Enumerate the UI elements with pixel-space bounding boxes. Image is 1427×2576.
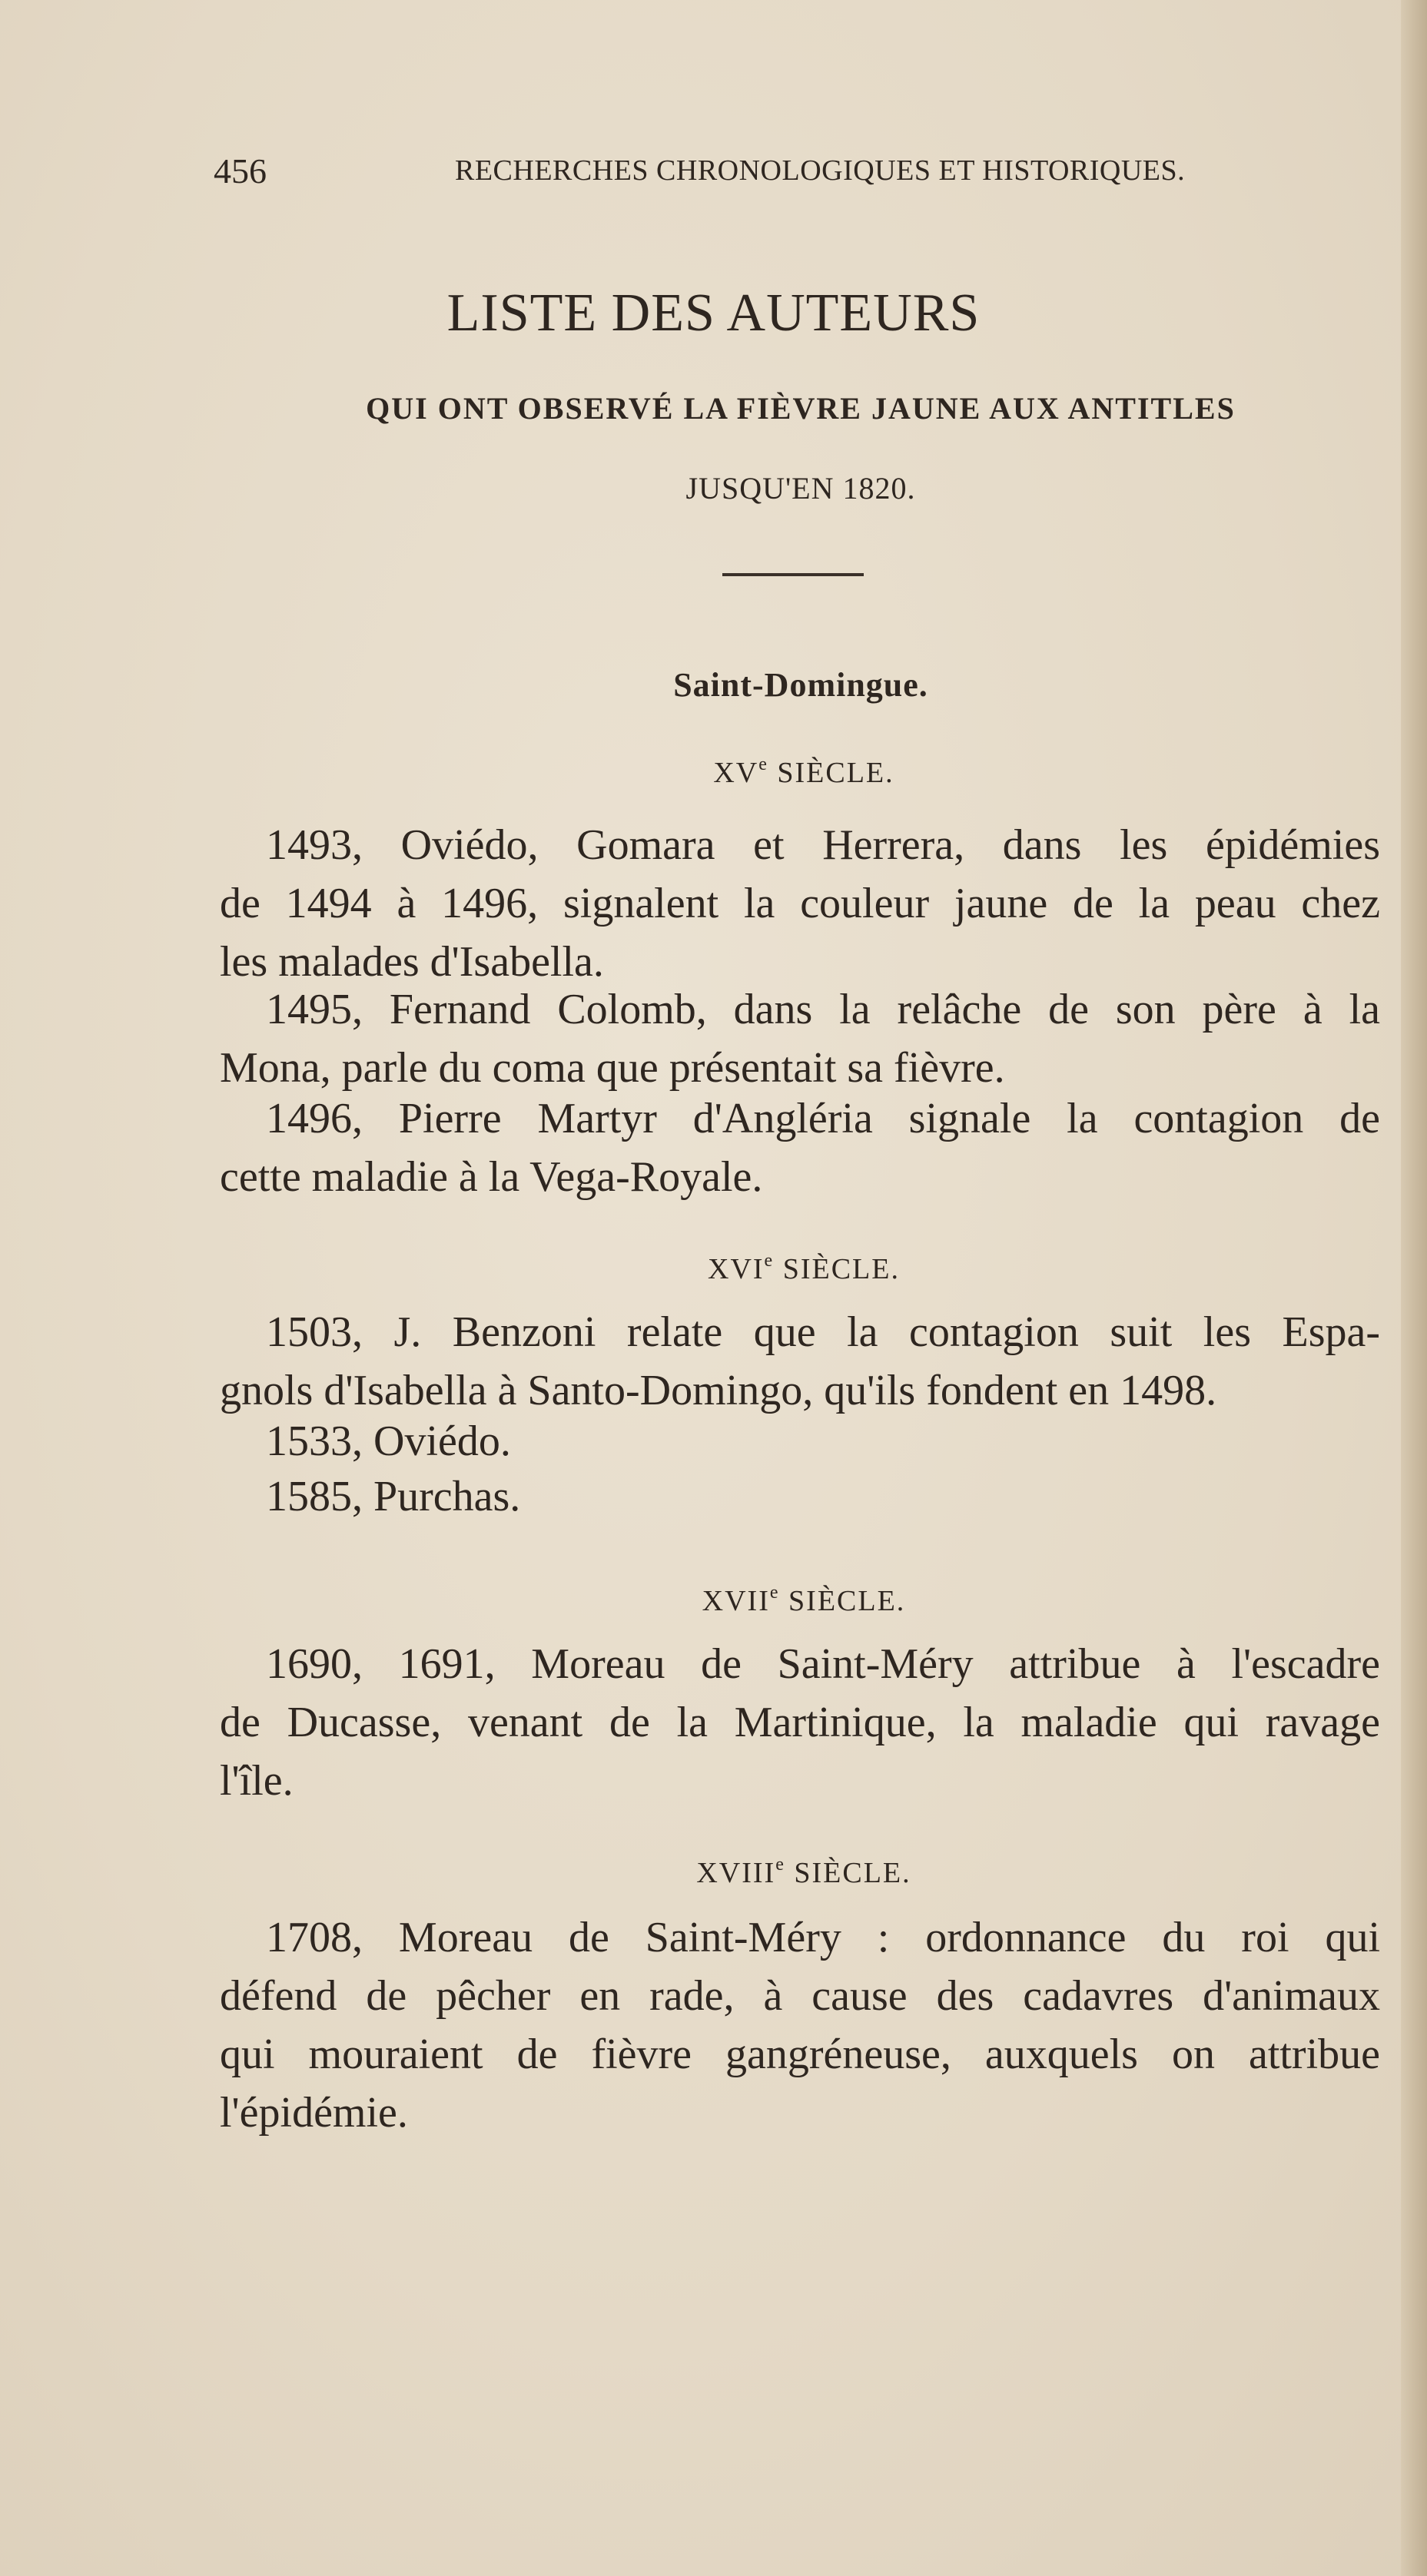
entry-1493 bbox=[220, 816, 1380, 991]
century-word: SIÈCLE. bbox=[794, 1857, 911, 1889]
title-rule bbox=[722, 573, 864, 576]
entry-line: 1708, Moreau de Saint-Méry : ordonnance du roi qui bbox=[266, 1914, 1380, 1961]
century-roman: XVIII bbox=[696, 1857, 776, 1889]
entry-1533 bbox=[220, 1412, 1380, 1470]
page-edge-shadow bbox=[1401, 0, 1427, 2576]
entry-line: 1585, Purchas. bbox=[266, 1473, 521, 1520]
century-roman: XVII bbox=[702, 1585, 770, 1617]
list-title: LISTE DES AUTEURS bbox=[446, 283, 981, 343]
century-word: SIÈCLE. bbox=[777, 757, 894, 789]
entry-line: cette maladie à la Vega-Royale. bbox=[220, 1153, 763, 1201]
running-head: RECHERCHES CHRONOLOGIQUES ET HISTORIQUES. bbox=[455, 154, 1186, 187]
entry-line: 1533, Oviédo. bbox=[266, 1417, 511, 1465]
century-sup: e bbox=[775, 1855, 785, 1875]
entry-line: de 1494 à 1496, signalent la couleur jaune de la peau chez bbox=[220, 880, 1380, 927]
entry-line: 1496, Pierre Martyr d'Angléria signale la contagion de bbox=[266, 1095, 1380, 1142]
century-word: SIÈCLE. bbox=[782, 1253, 900, 1285]
entry-1496 bbox=[220, 1089, 1380, 1206]
century-heading-15 bbox=[0, 754, 1427, 790]
century-sup: e bbox=[758, 754, 768, 774]
entry-line: de Ducasse, venant de la Martinique, la maladie qui ravage bbox=[220, 1699, 1380, 1746]
list-subtitle: QUI ONT OBSERVÉ LA FIÈVRE JAUNE AUX ANTITLES bbox=[366, 391, 1236, 426]
entry-line: qui mouraient de fièvre gangréneuse, auxquels on attribue bbox=[220, 2031, 1380, 2078]
entry-1585 bbox=[220, 1467, 1380, 1526]
century-heading-16 bbox=[0, 1251, 1427, 1286]
entry-line: l'île. bbox=[220, 1757, 294, 1805]
century-heading-18 bbox=[0, 1855, 1427, 1890]
list-subtitle-date: JUSQU'EN 1820. bbox=[685, 471, 916, 506]
page-number: 456 bbox=[214, 151, 267, 191]
section-title: Saint-Domingue. bbox=[673, 666, 928, 704]
century-roman: XV bbox=[713, 757, 759, 789]
entry-line: 1690, 1691, Moreau de Saint-Méry attribue à l'escadre bbox=[266, 1640, 1380, 1688]
century-roman: XVI bbox=[708, 1253, 765, 1285]
century-heading-17 bbox=[0, 1583, 1427, 1618]
entry-1690 bbox=[220, 1635, 1380, 1810]
entry-line: 1495, Fernand Colomb, dans la relâche de son père à la bbox=[266, 986, 1380, 1033]
century-word: SIÈCLE. bbox=[788, 1585, 906, 1617]
entry-line: 1493, Oviédo, Gomara et Herrera, dans les épidémies bbox=[266, 821, 1380, 869]
century-sup: e bbox=[769, 1583, 780, 1603]
entry-line: les malades d'Isabella. bbox=[220, 938, 604, 986]
entry-line: gnols d'Isabella à Santo-Domingo, qu'ils fondent en 1498. bbox=[220, 1367, 1217, 1414]
page-header bbox=[214, 151, 1243, 197]
entry-line: défend de pêcher en rade, à cause des cadavres d'animaux bbox=[220, 1972, 1380, 2020]
entry-line: Mona, parle du coma que présentait sa fièvre. bbox=[220, 1044, 1005, 1092]
entry-1495 bbox=[220, 980, 1380, 1097]
entry-line: 1503, J. Benzoni relate que la contagion suit les Espa- bbox=[266, 1308, 1380, 1356]
entry-1503 bbox=[220, 1303, 1380, 1420]
entry-1708 bbox=[220, 1908, 1380, 2142]
century-sup: e bbox=[764, 1251, 775, 1271]
entry-line: l'épidémie. bbox=[220, 2089, 408, 2137]
